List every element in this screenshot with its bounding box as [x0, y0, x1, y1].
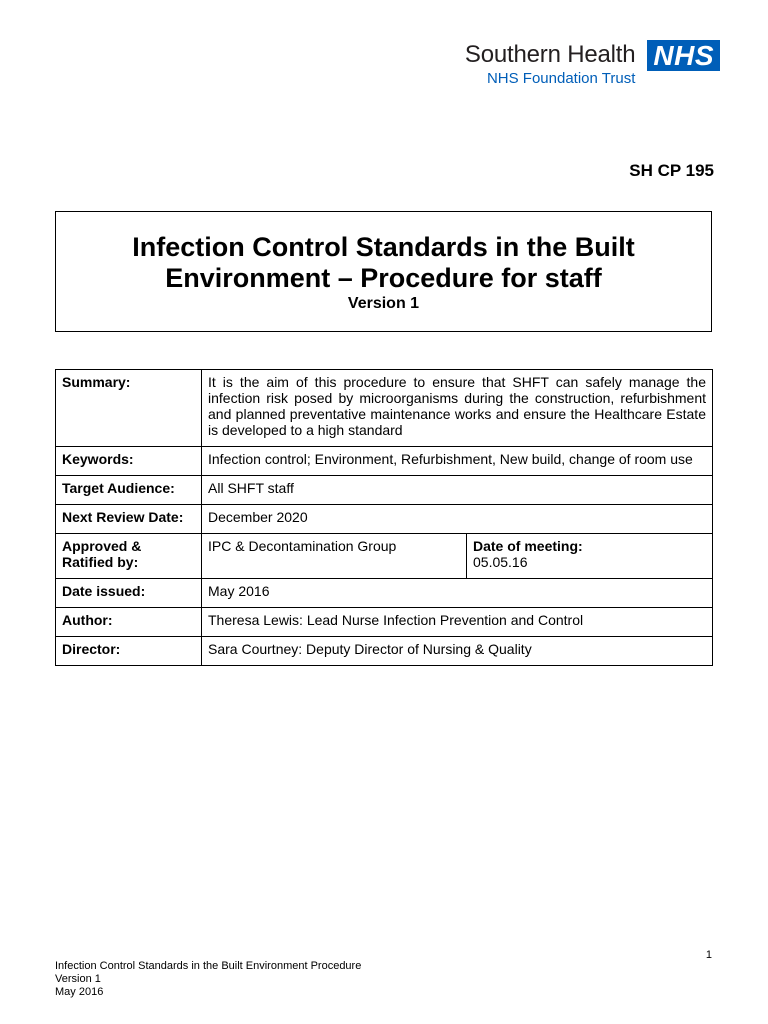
approved-label-line-2: Ratified by: [62, 554, 139, 570]
director-label: Director: [56, 637, 202, 666]
keywords-label: Keywords: [56, 447, 202, 476]
review-value: December 2020 [202, 505, 713, 534]
approved-value: IPC & Decontamination Group [202, 534, 467, 579]
review-label: Next Review Date: [56, 505, 202, 534]
author-row [56, 608, 713, 637]
summary-value: It is the aim of this procedure to ensure that SHFT can safely manage the infection risk posed by microorganisms during the construction, refurbishment and planned preventative maintenance works and ensure the Healthcare Estate is developed to a high standard [202, 370, 713, 447]
org-text [465, 40, 635, 88]
issued-row [56, 579, 713, 608]
trust-logo [465, 40, 720, 88]
approved-label [56, 534, 202, 579]
author-value: Theresa Lewis: Lead Nurse Infection Prevention and Control [202, 608, 713, 637]
summary-label: Summary: [56, 370, 202, 447]
summary-row [56, 370, 713, 447]
keywords-row [56, 447, 713, 476]
document-info-table [55, 369, 713, 666]
document-title [56, 232, 711, 294]
title-box [55, 211, 712, 332]
meeting-cell [467, 534, 713, 579]
issued-label: Date issued: [56, 579, 202, 608]
author-label: Author: [56, 608, 202, 637]
footer-version: Version 1 [55, 973, 101, 985]
audience-value: All SHFT staff [202, 476, 713, 505]
page-number: 1 [705, 949, 712, 961]
document-code: SH CP 195 [629, 161, 714, 180]
footer-title: Infection Control Standards in the Built Environment Procedure [55, 960, 362, 972]
nhs-logo: NHS [647, 40, 720, 71]
footer [55, 960, 361, 999]
review-row [56, 505, 713, 534]
footer-date: May 2016 [55, 986, 104, 998]
org-name: Southern Health [464, 41, 636, 68]
approved-label-line-1: Approved & [62, 538, 142, 554]
issued-value: May 2016 [202, 579, 713, 608]
meeting-value: 05.05.16 [473, 554, 528, 570]
org-subtitle: NHS Foundation Trust [486, 70, 636, 87]
director-row [56, 637, 713, 666]
audience-label: Target Audience: [56, 476, 202, 505]
audience-row [56, 476, 713, 505]
meeting-label: Date of meeting: [473, 538, 583, 554]
title-line-1: Infection Control Standards in the Built [132, 232, 635, 262]
approved-row [56, 534, 713, 579]
keywords-value: Infection control; Environment, Refurbishment, New build, change of room use [202, 447, 713, 476]
director-value: Sara Courtney: Deputy Director of Nursing & Quality [202, 637, 713, 666]
title-line-2: Environment – Procedure for staff [165, 263, 602, 293]
title-version: Version 1 [347, 295, 420, 312]
